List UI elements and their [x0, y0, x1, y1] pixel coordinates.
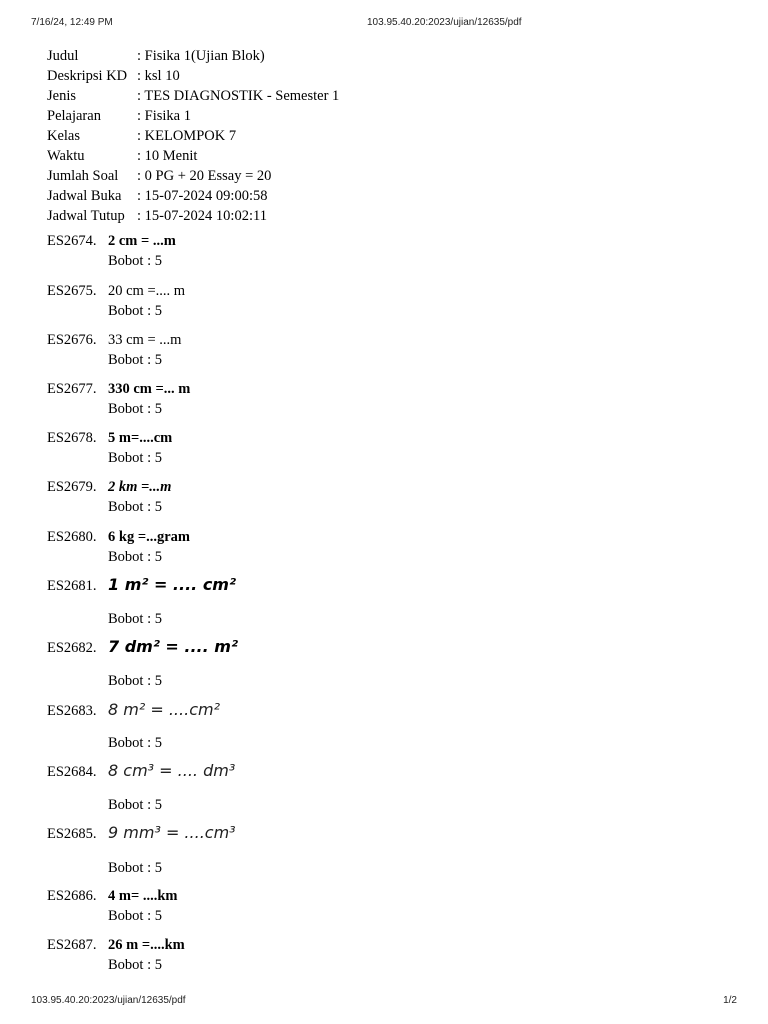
question-text: 6 kg =...gram	[108, 529, 190, 545]
question-weight: Bobot : 5	[108, 860, 162, 876]
meta-value: : 0 PG + 20 Essay = 20	[137, 168, 272, 184]
page-number: 1/2	[723, 995, 737, 1006]
question-weight: Bobot : 5	[108, 957, 162, 973]
question-number: ES2680.	[47, 529, 97, 545]
question-number: ES2682.	[47, 640, 97, 656]
question-weight: Bobot : 5	[108, 401, 162, 417]
meta-value: : 15-07-2024 09:00:58	[137, 188, 268, 204]
question-text: 2 km =...m	[108, 479, 172, 495]
meta-row-jenis	[47, 86, 339, 106]
question-text: 2 cm = ...m	[108, 233, 176, 249]
print-header-url: 103.95.40.20:2023/ujian/12635/pdf	[367, 17, 522, 28]
question-weight: Bobot : 5	[108, 253, 162, 269]
meta-label: Judul	[47, 48, 79, 64]
question-text: 8 m² = ....cm²	[108, 700, 220, 719]
meta-row-judul	[47, 46, 339, 66]
question-text: 9 mm³ = ....cm³	[108, 823, 236, 842]
meta-row-pelajaran	[47, 106, 339, 126]
question-text: 8 cm³ = .... dm³	[108, 761, 236, 780]
meta-value: : ksl 10	[137, 68, 180, 84]
question-weight: Bobot : 5	[108, 352, 162, 368]
meta-row-jumlah-soal	[47, 166, 339, 186]
question-weight: Bobot : 5	[108, 735, 162, 751]
question-text: 5 m=....cm	[108, 430, 173, 446]
question-weight: Bobot : 5	[108, 499, 162, 515]
print-footer	[0, 995, 768, 1009]
exam-meta	[47, 46, 339, 226]
question-weight: Bobot : 5	[108, 797, 162, 813]
question-number: ES2677.	[47, 381, 97, 397]
question-text: 4 m= ....km	[108, 888, 178, 904]
meta-value: : 15-07-2024 10:02:11	[137, 208, 267, 224]
question-text: 20 cm =.... m	[108, 283, 186, 299]
question-text: 26 m =....km	[108, 937, 185, 953]
meta-label: Waktu	[47, 148, 85, 164]
question-number: ES2686.	[47, 888, 97, 904]
question-number: ES2676.	[47, 332, 97, 348]
meta-label: Deskripsi KD	[47, 68, 128, 84]
meta-label: Kelas	[47, 128, 81, 144]
question-number: ES2681.	[47, 578, 97, 594]
meta-row-kelas	[47, 126, 339, 146]
print-footer-url: 103.95.40.20:2023/ujian/12635/pdf	[31, 995, 186, 1006]
meta-label: Jadwal Buka	[47, 188, 122, 204]
question-number: ES2687.	[47, 937, 97, 953]
meta-row-waktu	[47, 146, 339, 166]
question-number: ES2685.	[47, 826, 97, 842]
question-weight: Bobot : 5	[108, 303, 162, 319]
meta-value: : Fisika 1(Ujian Blok)	[137, 48, 265, 64]
meta-row-deskripsi	[47, 66, 339, 86]
question-number: ES2675.	[47, 283, 97, 299]
question-weight: Bobot : 5	[108, 673, 162, 689]
question-weight: Bobot : 5	[108, 549, 162, 565]
meta-label: Jadwal Tutup	[47, 208, 125, 224]
question-number: ES2674.	[47, 233, 97, 249]
meta-label: Jumlah Soal	[47, 168, 119, 184]
meta-value: : TES DIAGNOSTIK - Semester 1	[137, 88, 340, 104]
question-text: 7 dm² = .... m²	[108, 637, 238, 656]
question-weight: Bobot : 5	[108, 450, 162, 466]
meta-row-jadwal-tutup	[47, 206, 339, 226]
meta-value: : Fisika 1	[137, 108, 191, 124]
meta-label: Pelajaran	[47, 108, 101, 124]
print-datetime: 7/16/24, 12:49 PM	[31, 17, 113, 28]
meta-value: : KELOMPOK 7	[137, 128, 237, 144]
meta-row-jadwal-buka	[47, 186, 339, 206]
question-number: ES2679.	[47, 479, 97, 495]
meta-label: Jenis	[47, 88, 76, 104]
question-text: 1 m² = .... cm²	[108, 575, 236, 594]
question-weight: Bobot : 5	[108, 611, 162, 627]
question-text: 330 cm =... m	[108, 381, 191, 397]
question-number: ES2678.	[47, 430, 97, 446]
question-number: ES2684.	[47, 764, 97, 780]
question-text: 33 cm = ...m	[108, 332, 182, 348]
question-weight: Bobot : 5	[108, 908, 162, 924]
question-number: ES2683.	[47, 703, 97, 719]
print-header	[0, 17, 768, 31]
meta-value: : 10 Menit	[137, 148, 198, 164]
